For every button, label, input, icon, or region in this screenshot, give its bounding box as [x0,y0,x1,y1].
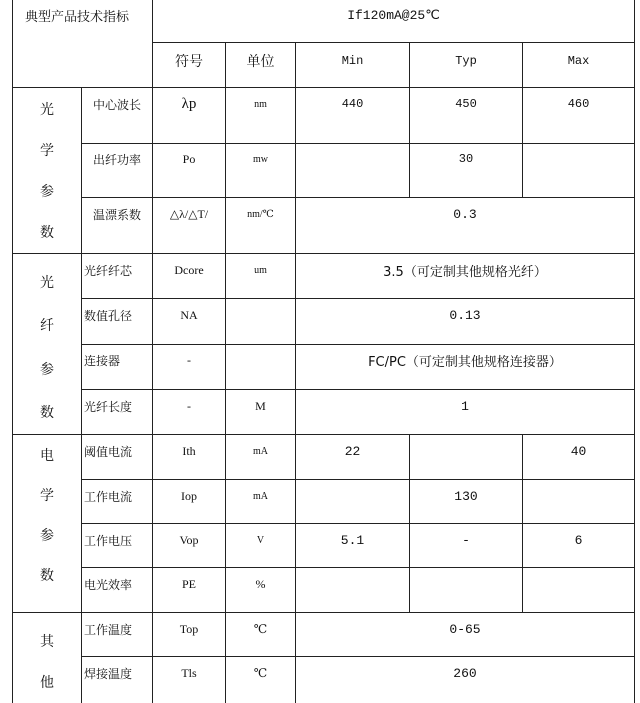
row-unit: ℃ [253,621,268,636]
row-name: 温漂系数 [92,207,141,222]
row-symbol: △λ/△T/ [169,206,209,221]
row-symbol: Iop [181,488,197,503]
row-unit: nm/℃ [247,208,274,220]
group-electrical-label: 电 学 参 数 [40,448,54,584]
row-symbol: Vop [179,532,199,547]
row-symbol: Ith [182,443,196,458]
row-typ: 450 [455,97,477,111]
row-symbol: Dcore [174,262,204,277]
row-min: 5.1 [340,532,365,548]
row-symbol: - [187,398,191,413]
row-name: 工作电流 [84,489,133,504]
row-unit: mA [253,445,268,457]
row-name: 电光效率 [84,577,133,592]
group-other-label: 其 他 [40,633,54,692]
row-name: 工作温度 [84,622,133,637]
row-min: 22 [344,443,361,459]
condition-label: If120mA@25℃ [347,7,440,23]
table-title: 典型产品技术指标 [25,9,130,25]
row-name: 焊接温度 [84,666,133,681]
row-typ: 130 [454,488,478,504]
row-min: 440 [341,97,364,111]
row-unit: nm [254,98,267,110]
row-value: 0-65 [449,621,481,637]
row-name: 工作电压 [84,533,133,548]
row-value: 3.5（可定制其他规格光纤） [383,264,547,280]
col-symbol: 符号 [175,54,203,70]
row-value: 1 [461,398,469,414]
row-name: 出纤功率 [92,152,141,167]
row-unit: M [255,398,266,413]
col-min: Min [341,54,364,68]
row-unit: ℃ [253,665,268,680]
row-symbol: - [187,352,191,367]
row-typ: 30 [458,152,474,166]
row-unit: mw [253,153,268,165]
col-max: Max [567,54,590,68]
row-typ: - [462,532,470,548]
row-unit: um [254,264,267,276]
row-symbol: Po [182,151,196,166]
row-symbol: λp [181,95,197,112]
row-symbol: Tls [181,665,197,680]
col-typ: Typ [455,54,477,68]
row-value: 0.3 [453,206,477,222]
row-value: 260 [453,665,477,681]
group-fiber-label: 光 纤 参 数 [40,274,54,422]
row-max: 40 [570,443,587,459]
row-max: 6 [574,532,583,548]
row-unit: % [255,576,266,591]
row-value: 0.13 [449,307,481,323]
row-name: 阈值电流 [84,444,133,459]
row-max: 460 [567,97,590,111]
row-symbol: PE [181,576,196,591]
row-unit: mA [253,490,268,502]
row-name: 中心波长 [92,97,141,112]
row-symbol: Top [179,621,199,636]
col-unit: 单位 [246,54,275,70]
row-name: 光纤长度 [84,399,133,414]
row-symbol: NA [180,307,198,322]
row-name: 光纤纤芯 [84,263,133,278]
row-value: FC/PC（可定制其他规格连接器） [368,354,562,370]
group-optical-label: 光 学 参 数 [40,101,54,242]
row-name: 数值孔径 [84,308,133,323]
row-name: 连接器 [84,353,121,368]
row-unit: V [256,534,265,546]
